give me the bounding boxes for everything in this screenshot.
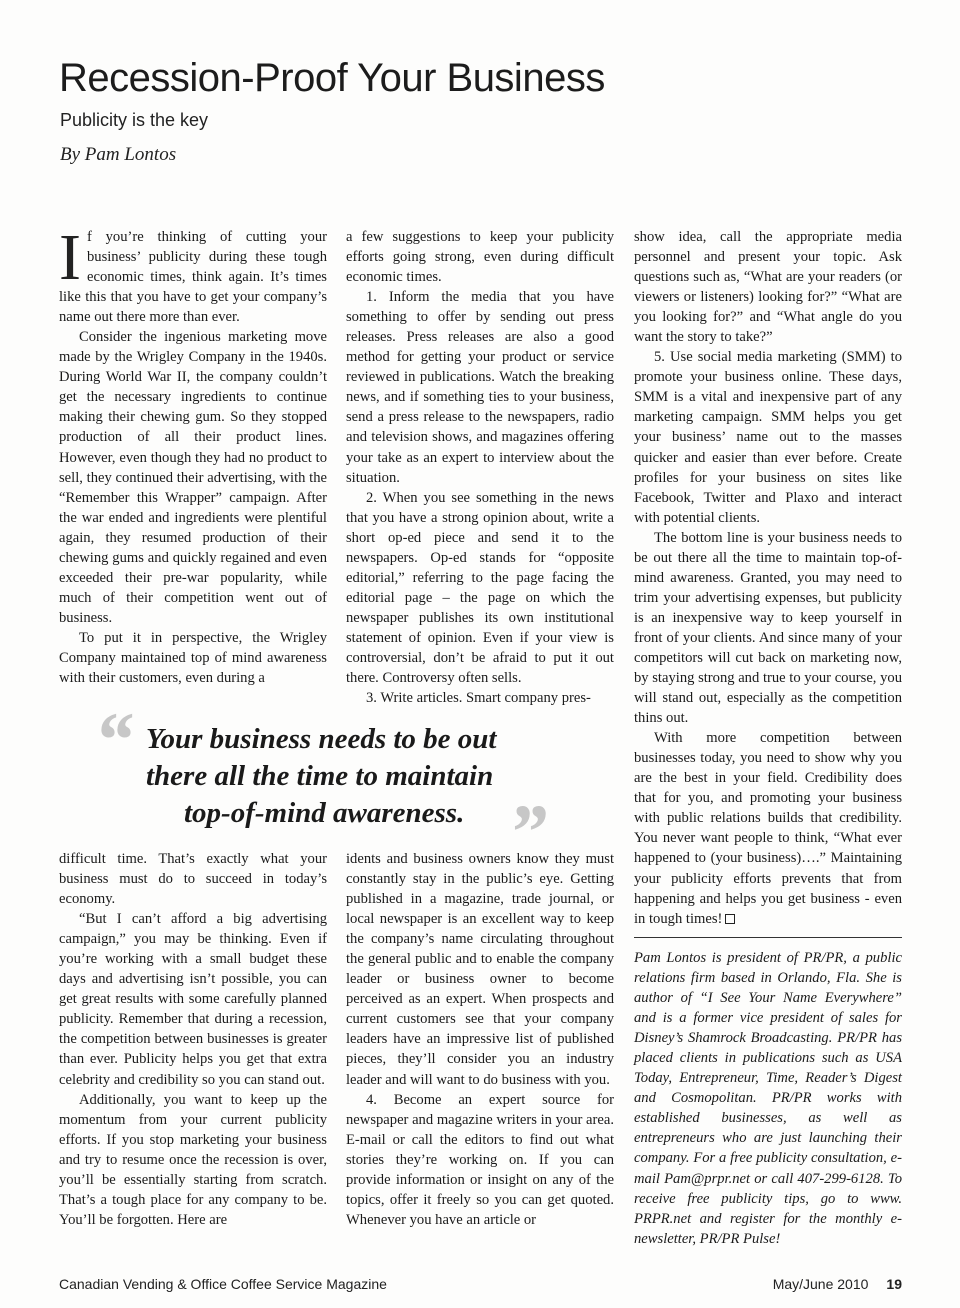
open-quote-mark: “: [94, 696, 133, 783]
column-3: [634, 227, 902, 929]
article-title: Recession-Proof Your Business: [59, 56, 605, 100]
end-of-article-box-icon: [725, 914, 735, 924]
paragraph: Consider the ingenious marketing move made by the Wrigley Company in the 1940s. During World War II, the company couldn’t get the necessary ingredients to continue making their chewing gum. So they stopped production of all their product lines. However, even though they had no product to sell, they continued their advertising, with the “Remember this Wrapper” campaign. After the war ended and ingredients were plentiful again, they resumed production of their chewing gums and quickly regained and even exceeded their pre-war popularity, while much of their competition went out of business.: [59, 329, 327, 626]
pull-quote-line: there all the time to maintain: [146, 760, 494, 792]
paragraph: “But I can’t afford a big advertising campaign,” you may be thinking. Even if you’re working with a small budget these days and advertising isn’t possible, you can get great results with some carefully planned publicity. Remember that during a recession, the competition between businesses is greater than ever. Publicity helps you get that extra celebrity and credibility so you can stand out.: [59, 911, 327, 1088]
paragraph: The bottom line is your business needs to be out there all the time to maintain top-of-mind awareness. Granted, you may need to trim your advertising expenses, but publicity is an inexpensive way to keep yourself in front of your clients. And since many of your competitors will cut back on marketing now, by staying strong and true to your course, you will stand out, especially as the competition thins out.: [634, 529, 902, 727]
pull-quote-line: Your business needs to be out: [146, 723, 497, 755]
paragraph: 3. Write articles. Smart company pres-: [366, 690, 591, 707]
paragraph: a few suggestions to keep your publicity efforts going strong, even during difficult economic times.: [346, 229, 614, 286]
bio-divider: [634, 937, 902, 938]
column-2-bottom: [346, 849, 614, 1230]
paragraph: [634, 728, 902, 928]
drop-cap: I: [59, 221, 81, 294]
footer-publication: Canadian Vending & Office Coffee Service Magazine: [59, 1276, 387, 1292]
paragraph-text: f you’re thinking of cutting your business’ publicity during these tough economic times, think again. It’s times like this that you have to get your company’s name out there more than ever.: [59, 229, 327, 326]
author-bio: Pam Lontos is president of PR/PR, a public relations firm based in Orlando, Fla. She is author of “I See Your Name Everywhere” and is a former vice president of sales for Disney’s Shamrock Broadcasting. PR/PR has placed clients in publications such as USA Today, Entrepreneur, Time, Reader’s Digest and Cosmopolitan. PR/PR works with established businesses, as well as entrepreneurs who are just launching their company. For a free publicity consultation, e-mail Pam@prpr.net or call 407-299-6128. To receive free publicity tips, go to www. PRPR.net and register for the monthly e-newsletter, PR/PR Pulse!: [634, 950, 902, 1247]
column-2-top: [346, 227, 614, 708]
paragraph: 4. Become an expert source for newspaper and magazine writers in your area. E-mail or call the editors to find out what stories they’re working on. If you can provide information or insight on any of the topics, offer it freely so you can get quoted. Whenever you have an article or: [346, 1091, 614, 1228]
footer-issue: May/June 2010: [772, 1276, 869, 1292]
paragraph: Additionally, you want to keep up the momentum from your current publicity efforts. If you stop marketing your business and try to resume once the recession is over, you’ll be essentially starting from scratch. That’s a tough place for any company to be. You’ll be forgotten. Here are: [59, 1091, 327, 1228]
article-byline: By Pam Lontos: [60, 144, 177, 165]
page-number: 19: [886, 1276, 902, 1292]
paragraph: show idea, call the appropriate media personnel and present your topic. Ask questions such as, “What are your readers (or viewers or listeners) looking for?” “What are you looking for?” and “What angle do you want the story to take?”: [634, 229, 902, 346]
paragraph: idents and business owners know they must constantly stay in the public’s eye. Getting published in a magazine, trade journal, or local newspaper is an excellent way to keep the company’s name circulating throughout the general public and to enable the company leader or business owner to become perceived as an expert. When prospects and current customers see that your company leaders have an impressive list of published pieces, they’ll consider you an industry leader and will want to do business with you.: [346, 851, 614, 1088]
column-1-top: [59, 221, 327, 688]
paragraph: 1. Inform the media that you have something to offer by sending out press releases. Press releases are also a good method for getting your product or service reviewed in publications. Watch the breaking news, and if something ties to your business, send a press release to the newspapers, radio and television shows, and magazines offering your take as an expert to interview about the situation.: [346, 289, 614, 486]
paragraph: To put it in perspective, the Wrigley Company maintained top of mind awareness with their customers, even during a: [59, 629, 327, 687]
paragraph: 5. Use social media marketing (SMM) to promote your business online. These days, SMM is a vital and inexpensive part of any marketing campaign. SMM helps you get your business’ name out to the masses quicker and easier than ever before. Create profiles for your business on sites like Facebook, Twitter and Plaxo and interact with potential clients.: [634, 349, 902, 526]
article-subtitle: Publicity is the key: [60, 110, 209, 130]
paragraph: [59, 221, 327, 327]
paragraph: difficult time. That’s exactly what your business must do to succeed in today’s economy.: [59, 851, 327, 908]
pull-quote-line: top-of-mind awareness.: [184, 797, 465, 829]
column-1-bottom: [59, 849, 327, 1230]
footer-issue-info: [773, 1276, 902, 1292]
close-quote-mark: ”: [508, 788, 547, 875]
paragraph: 2. When you see something in the news that you have a strong opinion about, write a short op-ed piece and send it to the newspapers. Op-ed stands for “opposite editorial,” referring to the page facing the editorial page – the page on which the newspaper publishes its own institutional statement of opinion. Even if your view is controversial, don’t be afraid to put it out there. Controversy often sells.: [346, 489, 614, 687]
paragraph-text: With more competition between businesses today, you need to show why you are the best in your field. Credibility does that for you, and promoting your business with public relations builds that credibility. You never want people to think, “What ever happened to (your business)….” Maintaining your publicity efforts prevents that from happening and helps you get business - even in tough times!: [634, 730, 902, 927]
